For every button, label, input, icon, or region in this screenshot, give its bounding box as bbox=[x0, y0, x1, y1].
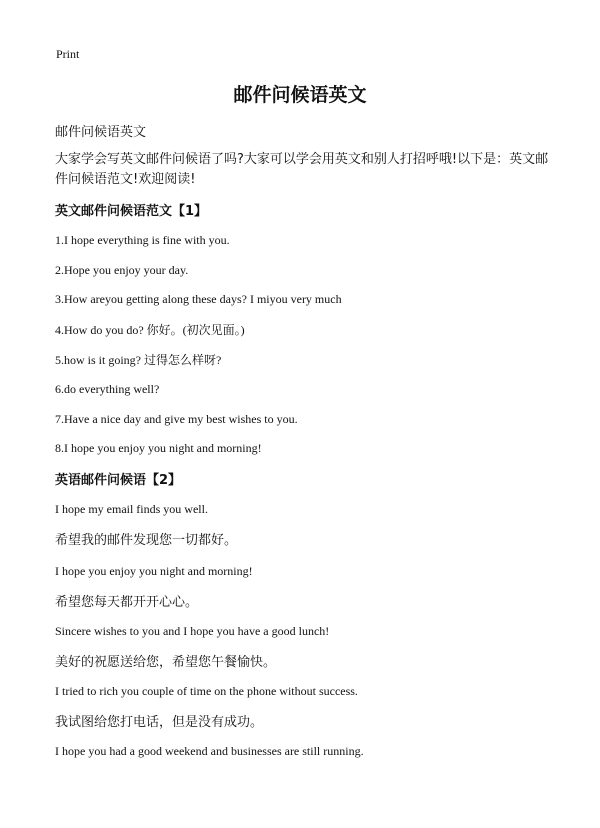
example-line-1: 1.I hope everything is fine with you. bbox=[55, 233, 230, 247]
section-2-heading: 英语邮件问候语【2】 bbox=[55, 473, 182, 488]
chinese-translation-2: 希望您每天都开开心心。 bbox=[55, 595, 199, 610]
example-line-3: 3.How areyou getting along these days? I miyou very much bbox=[55, 292, 342, 306]
english-sentence-1: I hope my email finds you well. bbox=[55, 502, 208, 516]
chinese-translation-4: 我试图给您打电话，但是没有成功。 bbox=[55, 715, 264, 730]
intro-paragraph: 大家学会写英文邮件问候语了吗?大家可以学会用英文和别人打招呼哦!以下是：英文邮件问候语范文!欢迎阅读! bbox=[55, 152, 549, 187]
section-1-heading: 英文邮件问候语范文【1】 bbox=[55, 204, 208, 219]
chinese-translation-1: 希望我的邮件发现您一切都好。 bbox=[55, 533, 238, 548]
print-label: Print bbox=[56, 47, 80, 61]
english-sentence-4: I tried to rich you couple of time on the phone without success. bbox=[55, 684, 358, 698]
example-line-7: 7.Have a nice day and give my best wishes to you. bbox=[55, 412, 298, 426]
example-line-2: 2.Hope you enjoy your day. bbox=[55, 263, 189, 277]
document-title: 邮件问候语英文 bbox=[233, 84, 367, 106]
chinese-translation-3: 美好的祝愿送给您，希望您午餐愉快。 bbox=[55, 655, 277, 670]
example-line-8: 8.I hope you enjoy you night and morning! bbox=[55, 441, 262, 455]
example-line-5: 5.how is it going? 过得怎么样呀? bbox=[55, 353, 222, 367]
example-line-4: 4.How do you do? 你好。(初次见面。) bbox=[55, 323, 245, 337]
document-subtitle: 邮件问候语英文 bbox=[55, 125, 147, 140]
english-sentence-2: I hope you enjoy you night and morning! bbox=[55, 564, 253, 578]
example-line-6: 6.do everything well? bbox=[55, 382, 160, 396]
english-sentence-3: Sincere wishes to you and I hope you have a good lunch! bbox=[55, 624, 330, 638]
english-sentence-5: I hope you had a good weekend and businesses are still running. bbox=[55, 744, 364, 758]
